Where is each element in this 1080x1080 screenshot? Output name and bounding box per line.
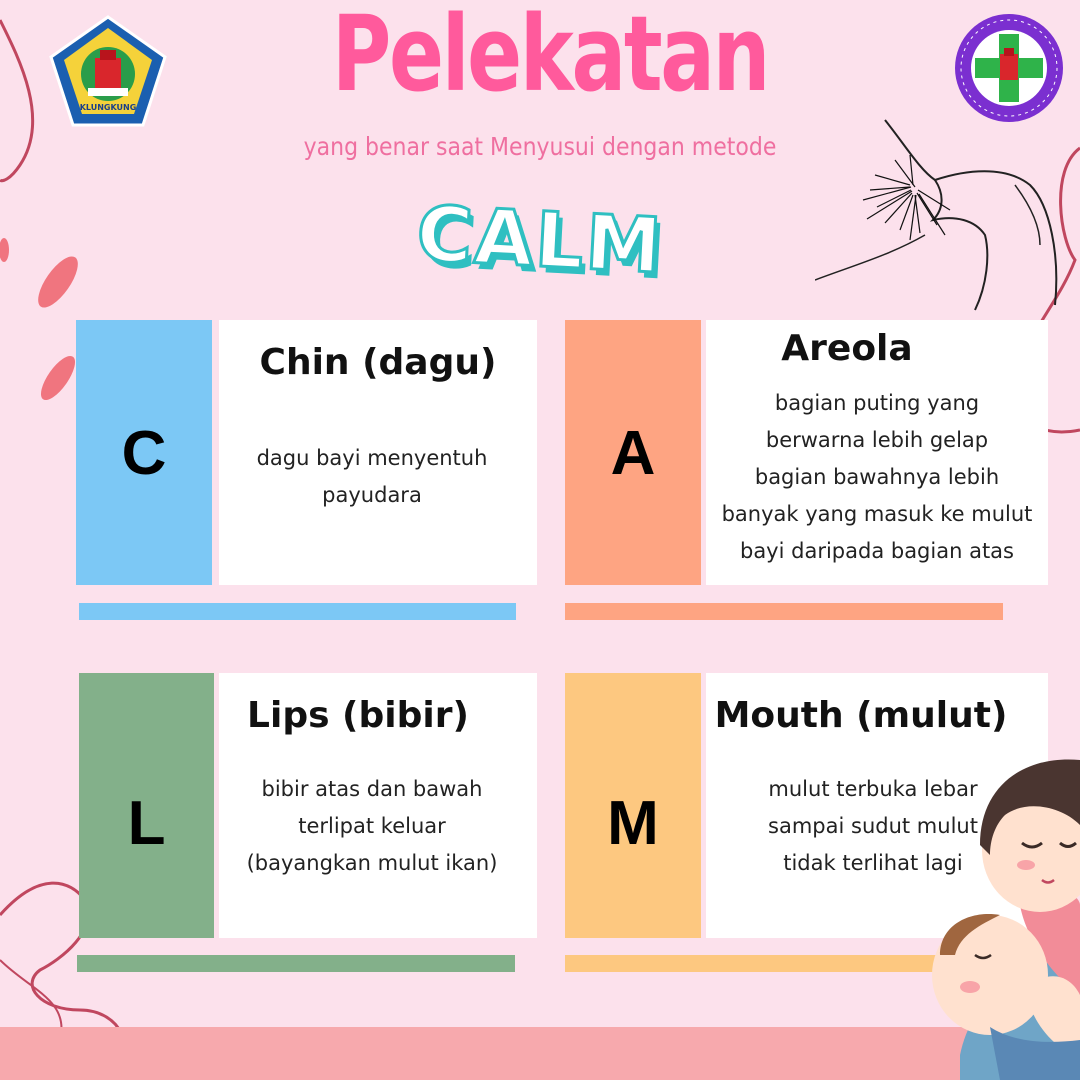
- card-m-color-block: [565, 673, 701, 938]
- card-l-panel: [219, 673, 537, 938]
- mother-breastfeeding-baby-icon: [930, 755, 1080, 1080]
- breastfeeding-sketch-icon: [815, 115, 1080, 315]
- card-c-color-block: [76, 320, 212, 585]
- card-c-title: Chin (dagu): [259, 342, 497, 383]
- card-m-underline-bar: [565, 955, 951, 972]
- card-a-description: bagian puting yang berwarna lebih gelap bagian bawahnya lebih banyak yang masuk ke mulut bayi daripada bagian atas: [721, 391, 1033, 563]
- card-m-title: Mouth (mulut): [714, 695, 1008, 736]
- card-l-description: bibir atas dan bawah terlipat keluar (bayangkan mulut ikan): [246, 777, 498, 875]
- card-c-underline-bar: [79, 603, 516, 620]
- card-m-letter: M: [607, 789, 659, 858]
- rsud-hospital-logo-icon: [953, 12, 1065, 124]
- klungkung-emblem-icon: [48, 14, 168, 128]
- page-title: Pelekatan: [331, 0, 769, 115]
- card-l-color-block: [79, 673, 214, 938]
- card-a-letter: A: [610, 419, 656, 488]
- bottom-band: [0, 1027, 1080, 1080]
- card-c-letter: C: [121, 419, 167, 488]
- emblem-caption: KLUNGKUNG: [79, 103, 137, 112]
- card-c-description: dagu bayi menyentuh payudara: [256, 446, 488, 507]
- card-a-underline-bar: [565, 603, 1003, 620]
- card-l-letter: L: [127, 789, 166, 858]
- card-a-title: Areola: [781, 328, 913, 369]
- card-a-color-block: [565, 320, 701, 585]
- page-subtitle: yang benar saat Menyusui dengan metode: [303, 132, 777, 161]
- card-l-underline-bar: [77, 955, 515, 972]
- card-c-panel: [219, 320, 537, 585]
- card-m-description: mulut terbuka lebar sampai sudut mulut tidak terlihat lagi: [768, 777, 978, 875]
- card-a-panel: [706, 320, 1048, 585]
- method-name: CALM: [414, 188, 666, 291]
- card-l-title: Lips (bibir): [247, 695, 469, 736]
